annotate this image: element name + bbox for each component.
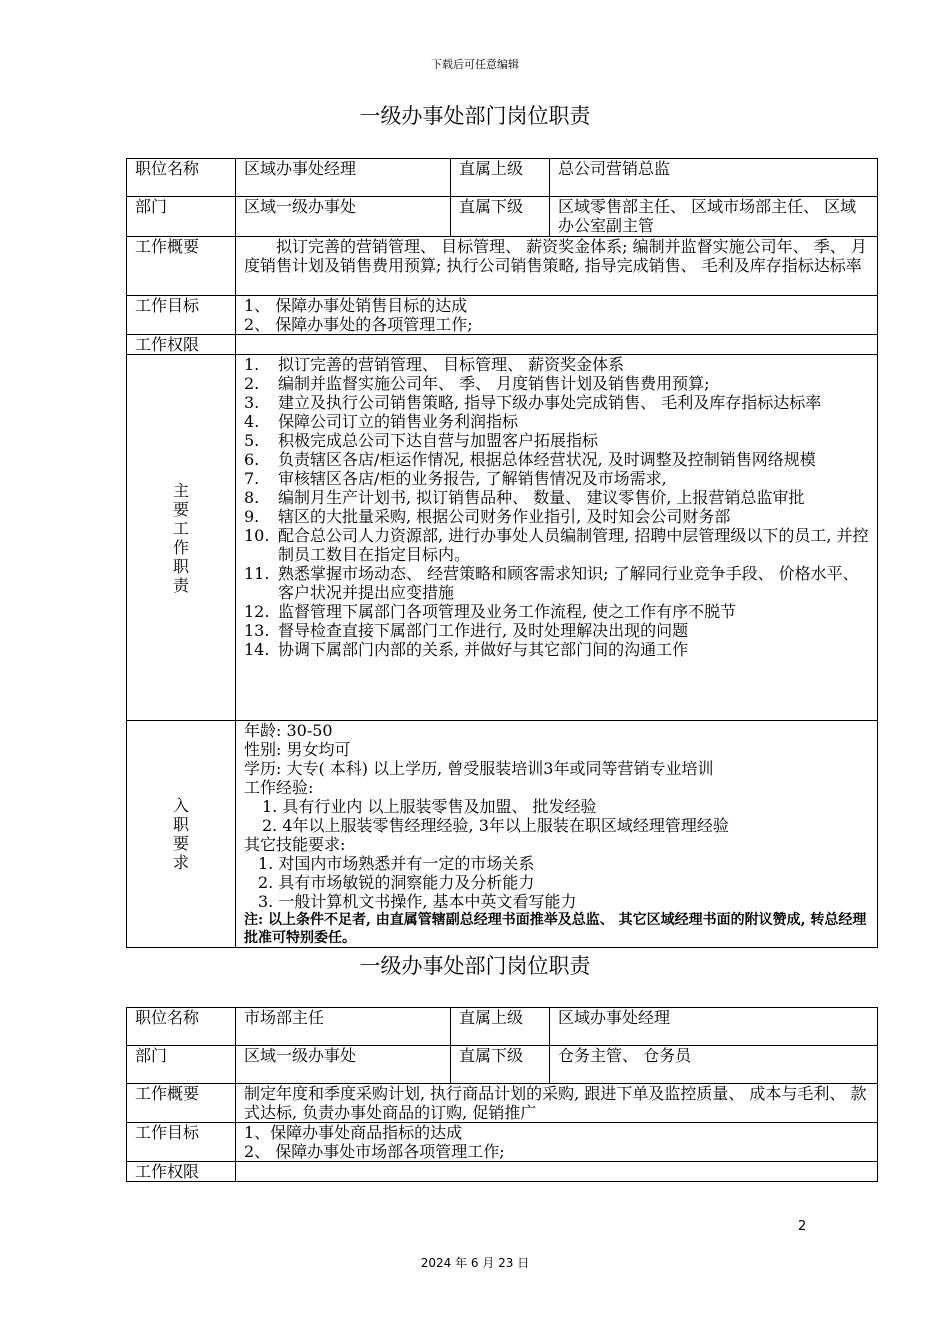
duty-text: 审核辖区各店/柜的业务报告, 了解销售情况及市场需求, [278,469,667,488]
summary-value: 拟订完善的营销管理、 目标管理、 薪资奖金体系; 编制并监督实施公司年、 季、 月度销售计划及销售费用预算; 执行公司销售策略, 指导完成销售、 毛利及库存指标达标率 [236,237,878,296]
req-experience-item: 1. 具有行业内 以上服装零售及加盟、 批发经验 [262,797,597,816]
duties-list [244,355,869,659]
position-value: 市场部主任 [236,1008,451,1046]
duty-item [244,355,869,374]
footer-date: 2024 年 6 月 23 日 [420,1256,530,1270]
goal-item: 1、保障办事处商品指标的达成 [244,1123,463,1142]
job-table-1 [126,158,878,948]
duty-item [244,602,869,621]
requirements-cell [236,721,878,948]
duties-label-char: 职 [172,556,189,576]
duties-label-char: 要 [172,499,189,519]
duty-text: 建立及执行公司销售策略, 指导下级办事处完成销售、 毛利及库存指标达标率 [278,393,822,412]
superior-label: 直属上级 [451,1008,550,1046]
authority-value [236,335,878,355]
duty-number: 9. [244,507,260,526]
req-experience-item: 2. 4年以上服装零售经理经验, 3年以上服装在职区域经理管理经验 [262,816,729,835]
duty-number: 4. [244,412,260,431]
duty-text: 编制并监督实施公司年、 季、 月度销售计划及销售费用预算; [278,374,710,393]
req-education: 学历: 大专( 本科) 以上学历, 曾受服装培训3年或同等营销专业培训 [244,759,714,778]
job-table-2 [126,1007,878,1182]
duty-item [244,564,869,602]
req-skill-item: 3. 一般计算机文书操作, 基本中英文看写能力 [258,892,577,911]
duty-text: 编制月生产计划书, 拟订销售品种、 数量、 建议零售价, 上报营销总监审批 [278,488,805,507]
duty-item [244,640,869,659]
duty-text: 熟悉掌握市场动态、 经营策略和顾客需求知识; 了解同行业竞争手段、 价格水平、 客户状况并提出应变措施 [278,564,859,602]
requirements-label [127,721,236,948]
authority-label: 工作权限 [127,335,236,355]
duty-item [244,431,869,450]
doc-title-2: 一级办事处部门岗位职责 [359,954,591,978]
duty-text: 督导检查直接下属部门工作进行, 及时处理解决出现的问题 [278,621,689,640]
dept-value: 区域一级办事处 [236,197,451,237]
duty-number: 3. [244,393,260,412]
duty-number: 14. [244,640,270,659]
duty-number: 12. [244,602,270,621]
goal-item: 2、 保障办事处市场部各项管理工作; [244,1142,505,1161]
req-skills-title: 其它技能要求: [244,835,346,854]
duty-number: 6. [244,450,260,469]
duty-item [244,412,869,431]
duties-label [127,355,236,721]
goals-label: 工作目标 [127,296,236,335]
duty-text: 拟订完善的营销管理、 目标管理、 薪资奖金体系 [278,355,625,374]
duty-text: 辖区的大批量采购, 根据公司财务作业指引, 及时知会公司财务部 [278,507,731,526]
duty-item [244,450,869,469]
duty-number: 1. [244,355,260,374]
duties-label-char: 作 [172,537,189,557]
superior-label: 直属上级 [451,159,550,197]
summary-value: 制定年度和季度采购计划, 执行商品计划的采购, 跟进下单及监控质量、 成本与毛利、 款式达标, 负责办事处商品的订购, 促销推广 [236,1084,878,1123]
req-skill-item: 1. 对国内市场熟悉并有一定的市场关系 [258,854,535,873]
duty-number: 10. [244,526,270,545]
req-age: 年龄: 30-50 [244,721,333,740]
req-gender: 性别: 男女均可 [244,740,351,759]
req-label-char: 求 [172,853,189,872]
duty-item [244,526,869,564]
duty-number: 13. [244,621,270,640]
summary-label: 工作概要 [127,1084,236,1123]
duty-number: 11. [244,564,270,583]
superior-value: 总公司营销总监 [550,159,878,197]
duty-item [244,374,869,393]
duty-item [244,488,869,507]
page-number: 2 [798,1219,807,1234]
duty-item [244,507,869,526]
duty-number: 5. [244,431,260,450]
goals-list [236,296,878,335]
subordinate-label: 直属下级 [451,197,550,237]
duty-item [244,469,869,488]
goal-item: 2、 保障办事处的各项管理工作; [244,315,473,334]
dept-label: 部门 [127,197,236,237]
goals-list [236,1123,878,1162]
req-experience-title: 工作经验: [244,778,314,797]
superior-value: 区域办事处经理 [550,1008,878,1046]
duties-label-char: 责 [172,575,189,595]
duty-text: 监督管理下属部门各项管理及业务工作流程, 使之工作有序不脱节 [278,602,737,621]
position-label: 职位名称 [127,159,236,197]
position-label: 职位名称 [127,1008,236,1046]
duty-item [244,393,869,412]
goal-item: 1、 保障办事处销售目标的达成 [244,296,468,315]
authority-value [236,1162,878,1182]
duty-number: 8. [244,488,260,507]
duties-label-char: 工 [172,518,189,538]
goals-label: 工作目标 [127,1123,236,1162]
duty-text: 保障公司订立的销售业务利润指标 [278,412,519,431]
duty-text: 协调下属部门内部的关系, 并做好与其它部门间的沟通工作 [278,640,689,659]
dept-label: 部门 [127,1046,236,1084]
duty-item [244,621,869,640]
header-note: 下载后可任意编辑 [431,58,519,71]
position-value: 区域办事处经理 [236,159,451,197]
req-label-char: 职 [172,815,189,834]
summary-label: 工作概要 [127,237,236,296]
duty-text: 配合总公司人力资源部, 进行办事处人员编制管理, 招聘中层管理级以下的员工, 并控制员工数目在指定目标内。 [278,526,869,564]
req-label-char: 要 [172,834,189,853]
duty-number: 2. [244,374,260,393]
subordinate-value: 区域零售部主任、 区域市场部主任、 区域办公室副主管 [550,197,878,237]
req-skill-item: 2. 具有市场敏锐的洞察能力及分析能力 [258,873,535,892]
subordinate-value: 仓务主管、 仓务员 [550,1046,878,1084]
authority-label: 工作权限 [127,1162,236,1182]
dept-value: 区域一级办事处 [236,1046,451,1084]
duties-list-cell [236,355,878,721]
duties-label-char: 主 [172,480,189,500]
req-note: 注: 以上条件不足者, 由直属管辖副总经理书面推举及总监、 其它区域经理书面的附议赞成, 转总经理批准可特别委任。 [244,912,867,946]
duty-text: 积极完成总公司下达自营与加盟客户拓展指标 [278,431,599,450]
doc-title-1: 一级办事处部门岗位职责 [359,104,591,128]
req-label-char: 入 [172,796,189,815]
duty-number: 7. [244,469,260,488]
subordinate-label: 直属下级 [451,1046,550,1084]
duty-text: 负责辖区各店/柜运作情况, 根据总体经营状况, 及时调整及控制销售网络规模 [278,450,816,469]
